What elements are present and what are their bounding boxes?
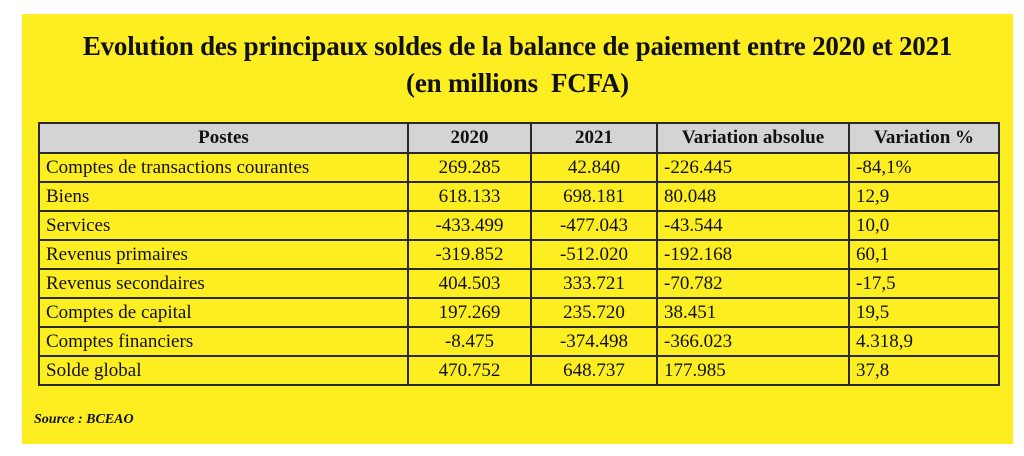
title-line-2: (en millions FCFA): [406, 68, 629, 98]
cell-variation-absolue: 38.451: [657, 298, 849, 327]
cell-poste: Services: [39, 211, 408, 240]
cell-2021: 235.720: [531, 298, 657, 327]
cell-2020: 269.285: [408, 153, 531, 182]
cell-variation-absolue: -366.023: [657, 327, 849, 356]
header-postes: Postes: [39, 123, 408, 153]
table-row: [39, 211, 999, 240]
cell-2021: 648.737: [531, 356, 657, 385]
table-row: [39, 356, 999, 385]
cell-variation-percent: 12,9: [849, 182, 999, 211]
cell-2020: 470.752: [408, 356, 531, 385]
header-2020: 2020: [408, 123, 531, 153]
cell-poste: Biens: [39, 182, 408, 211]
table-row: [39, 240, 999, 269]
cell-2020: -433.499: [408, 211, 531, 240]
cell-2021: -477.043: [531, 211, 657, 240]
cell-poste: Revenus primaires: [39, 240, 408, 269]
cell-variation-absolue: -70.782: [657, 269, 849, 298]
cell-variation-absolue: 80.048: [657, 182, 849, 211]
table-row: [39, 269, 999, 298]
title-line-1: Evolution des principaux soldes de la balance de paiement entre 2020 et 2021: [82, 31, 953, 61]
cell-2020: 618.133: [408, 182, 531, 211]
cell-variation-percent: 4.318,9: [849, 327, 999, 356]
cell-poste: Comptes de capital: [39, 298, 408, 327]
cell-variation-absolue: -192.168: [657, 240, 849, 269]
cell-variation-percent: 37,8: [849, 356, 999, 385]
cell-2020: 404.503: [408, 269, 531, 298]
cell-variation-percent: 10,0: [849, 211, 999, 240]
cell-variation-absolue: -43.544: [657, 211, 849, 240]
cell-poste: Comptes de transactions courantes: [39, 153, 408, 182]
balance-table: [38, 122, 1000, 386]
cell-variation-percent: -17,5: [849, 269, 999, 298]
header-2021: 2021: [531, 123, 657, 153]
cell-2021: 698.181: [531, 182, 657, 211]
table-header-row: [39, 123, 999, 153]
cell-variation-absolue: -226.445: [657, 153, 849, 182]
source-note: Source : BCEAO: [34, 412, 134, 427]
cell-2021: 42.840: [531, 153, 657, 182]
page-title: [22, 28, 1013, 102]
header-variation-absolue: Variation absolue: [657, 123, 849, 153]
cell-2020: 197.269: [408, 298, 531, 327]
table-row: [39, 182, 999, 211]
cell-variation-absolue: 177.985: [657, 356, 849, 385]
cell-poste: Revenus secondaires: [39, 269, 408, 298]
header-variation-percent: Variation %: [849, 123, 999, 153]
cell-2020: -319.852: [408, 240, 531, 269]
cell-2021: 333.721: [531, 269, 657, 298]
cell-poste: Comptes financiers: [39, 327, 408, 356]
cell-variation-percent: 60,1: [849, 240, 999, 269]
cell-2021: -512.020: [531, 240, 657, 269]
cell-2021: -374.498: [531, 327, 657, 356]
cell-2020: -8.475: [408, 327, 531, 356]
cell-variation-percent: -84,1%: [849, 153, 999, 182]
cell-variation-percent: 19,5: [849, 298, 999, 327]
table-row: [39, 153, 999, 182]
table-panel: [22, 14, 1013, 444]
table-row: [39, 298, 999, 327]
table-row: [39, 327, 999, 356]
cell-poste: Solde global: [39, 356, 408, 385]
